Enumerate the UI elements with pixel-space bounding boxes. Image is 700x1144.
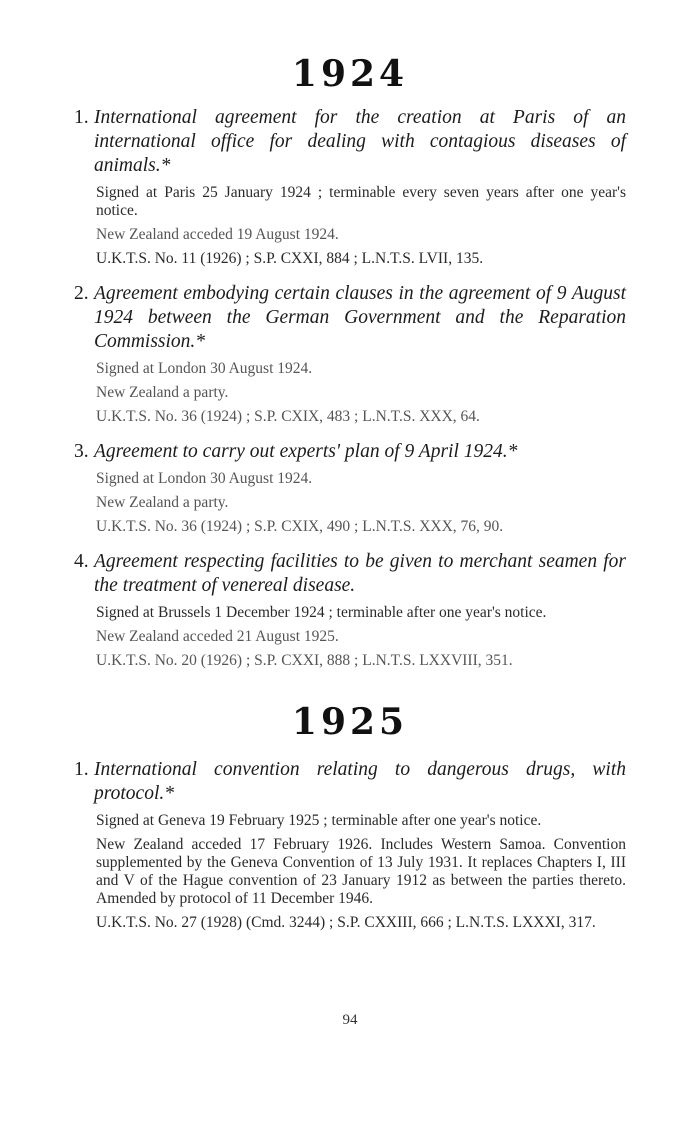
entry-title-row [74,758,626,806]
entry-title: Agreement embodying certain clauses in the agreement of 9 August 1924 between the German Government and the Reparation Commission.* [94,283,626,352]
document-page [74,48,626,946]
entry-party-line: New Zealand a party. [96,494,229,511]
year-section-1924 [74,48,626,670]
treaty-entry [74,282,626,426]
entry-reference-line: U.K.T.S. No. 36 (1924) ; S.P. CXIX, 483 ; L.N.T.S. XXX, 64. [96,408,480,425]
entry-details [96,604,626,670]
entry-number: 1. [74,759,89,780]
entry-title-row [74,440,626,464]
entry-signed-line: Signed at Geneva 19 February 1925 ; terminable after one year's notice. [96,812,542,829]
entry-number: 1. [74,107,89,128]
year-section-1925 [74,696,626,932]
entry-signed-line: Signed at Brussels 1 December 1924 ; terminable after one year's notice. [96,604,547,621]
entry-signed-line: Signed at London 30 August 1924. [96,360,313,377]
treaty-entry [74,106,626,268]
year-heading: 1925 [291,701,409,743]
entry-title: International convention relating to dangerous drugs, with protocol.* [94,759,626,804]
entry-title: International agreement for the creation at Paris of an international office for dealing with contagious diseases of animals.* [94,107,626,176]
treaty-entry [74,758,626,932]
entry-title: Agreement to carry out experts' plan of 9 April 1924.* [94,441,518,462]
entry-reference-line: U.K.T.S. No. 11 (1926) ; S.P. CXXI, 884 ; L.N.T.S. LVII, 135. [96,250,484,267]
entry-party-line: New Zealand acceded 19 August 1924. [96,226,339,243]
treaty-entry [74,440,626,536]
entry-title-row [74,550,626,598]
entry-reference-line: U.K.T.S. No. 27 (1928) (Cmd. 3244) ; S.P. CXXIII, 666 ; L.N.T.S. LXXXI, 317. [96,914,596,931]
entry-signed-line: Signed at London 30 August 1924. [96,470,313,487]
entry-party-line: New Zealand acceded 21 August 1925. [96,628,339,645]
entry-number: 2. [74,283,89,304]
year-heading: 1924 [291,53,409,95]
entry-title-row [74,106,626,178]
entry-details [96,470,626,536]
entry-signed-line: Signed at Paris 25 January 1924 ; terminable every seven years after one year's notice. [96,184,626,219]
entry-notes-paragraph: New Zealand acceded 17 February 1926. Includes Western Samoa. Convention supplemented by the Geneva Convention of 13 July 1931. It replaces Chapters I, III and V of the Hague convention of 23 January 1912 as between the parties thereto. Amended by protocol of 11 December 1946. [96,836,626,907]
entry-number: 3. [74,441,89,462]
entry-reference-line: U.K.T.S. No. 20 (1926) ; S.P. CXXI, 888 ; L.N.T.S. LXXVIII, 351. [96,652,513,669]
entry-title-row [74,282,626,354]
page-number: 94 [342,1012,358,1028]
entry-party-line: New Zealand a party. [96,384,229,401]
entry-details [96,184,626,268]
entry-title: Agreement respecting facilities to be given to merchant seamen for the treatment of venereal disease. [94,551,626,596]
entry-reference-line: U.K.T.S. No. 36 (1924) ; S.P. CXIX, 490 ; L.N.T.S. XXX, 76, 90. [96,518,504,535]
entry-details [96,812,626,932]
treaty-entry [74,550,626,670]
entry-number: 4. [74,551,89,572]
entry-details [96,360,626,426]
